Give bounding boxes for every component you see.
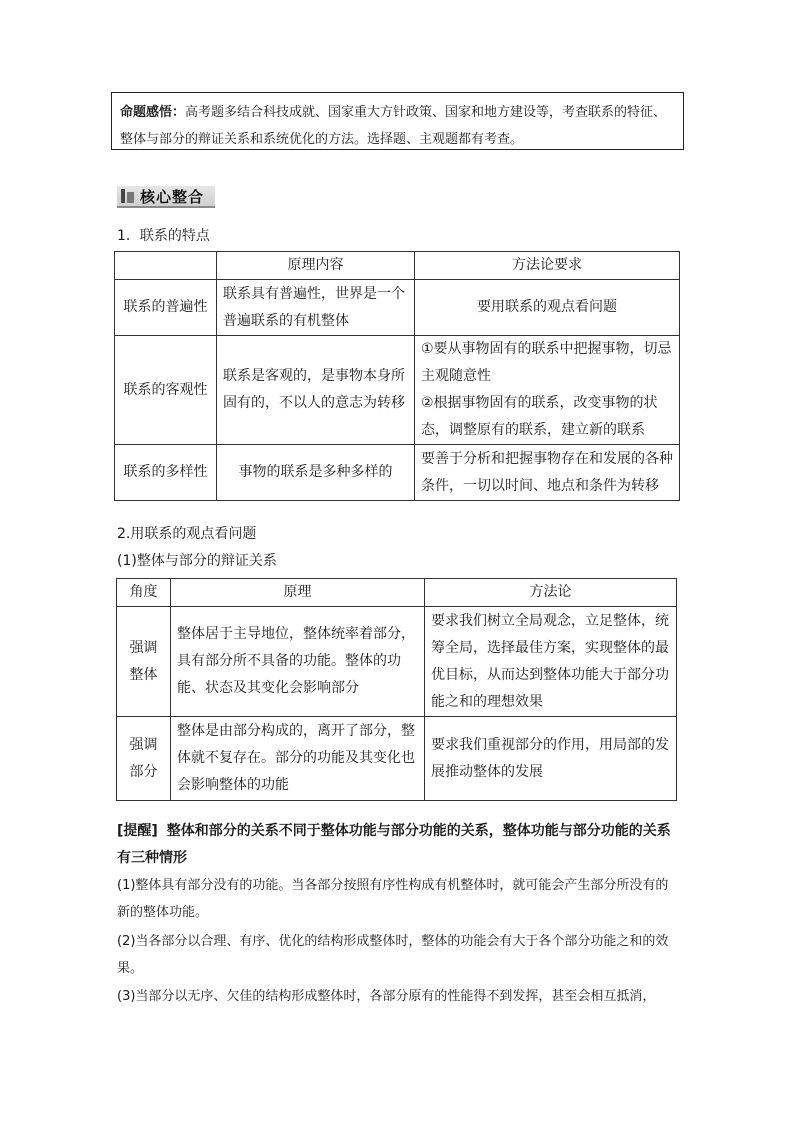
heading-1: 1．联系的特点 <box>117 228 210 244</box>
principle-cell: 整体是由部分构成的，离开了部分，整体就不复存在。部分的功能及其变化也会影响整体的功能 <box>171 717 425 801</box>
method-cell: 要用联系的观点看问题 <box>415 280 680 336</box>
table-header-cell: 方法论要求 <box>415 252 680 280</box>
principle-cell: 联系具有普遍性，世界是一个普遍联系的有机整体 <box>217 280 415 336</box>
intro-box <box>111 92 684 150</box>
heading-2-sub: (1)整体与部分的辩证关系 <box>117 553 277 569</box>
method-cell: ①要从事物固有的联系中把握事物，切忌主观随意性 ②根据事物固有的联系，改变事物的状态，调整原有的联系，建立新的联系 <box>415 336 680 445</box>
section-badge <box>117 186 215 208</box>
section-marker-icon <box>121 189 134 203</box>
table-header-cell: 原理 <box>171 579 425 607</box>
connection-features-table <box>114 251 680 501</box>
intro-label: 命题感悟： <box>120 105 186 120</box>
row-label: 联系的客观性 <box>115 336 217 445</box>
row-label: 强调部分 <box>117 717 171 801</box>
section-title: 核心整合 <box>140 187 205 206</box>
case-paragraph: (2)当各部分以合理、有序、优化的结构形成整体时，整体的功能会有大于各个部分功能之和的效果。 <box>117 934 669 976</box>
table-row <box>115 280 680 336</box>
table-header-cell: 原理内容 <box>217 252 415 280</box>
case-paragraph: (3)当部分以无序、欠佳的结构形成整体时，各部分原有的性能得不到发挥，甚至会相互抵消， <box>117 989 656 1004</box>
tip-text: 整体和部分的关系不同于整体功能与部分功能的关系，整体功能与部分功能的关系有三种情形 <box>117 823 671 866</box>
intro-text: 高考题多结合科技成就、国家重大方针政策、国家和地方建设等，考查联系的特征、整体与部分的辩证关系和系统优化的方法。选择题、主观题都有考查。 <box>120 105 667 147</box>
method-cell: 要求我们树立全局观念，立足整体，统筹全局，选择最佳方案，实现整体的最优目标，从而达到整体功能大于部分功能之和的理想效果 <box>425 607 677 717</box>
table-header-row <box>117 579 677 607</box>
case-paragraph: (1)整体具有部分没有的功能。当各部分按照有序性构成有机整体时，就可能会产生部分所没有的新的整体功能。 <box>117 878 669 920</box>
table-header-cell: 角度 <box>117 579 171 607</box>
principle-cell: 整体居于主导地位，整体统率着部分，具有部分所不具备的功能。整体的功能、状态及其变化会影响部分 <box>171 607 425 717</box>
table-row <box>117 607 677 717</box>
table-header-cell <box>115 252 217 280</box>
table-row <box>115 336 680 445</box>
row-label: 强调整体 <box>117 607 171 717</box>
method-cell: 要善于分析和把握事物存在和发展的各种条件，一切以时间、地点和条件为转移 <box>415 445 680 501</box>
principle-cell: 事物的联系是多种多样的 <box>217 445 415 501</box>
table-row <box>117 717 677 801</box>
whole-part-table <box>116 578 677 801</box>
principle-cell: 联系是客观的，是事物本身所固有的，不以人的意志为转移 <box>217 336 415 445</box>
table-row <box>115 445 680 501</box>
method-cell: 要求我们重视部分的作用，用局部的发展推动整体的发展 <box>425 717 677 801</box>
table-header-cell: 方法论 <box>425 579 677 607</box>
row-label: 联系的普遍性 <box>115 280 217 336</box>
tip-paragraph <box>117 818 680 872</box>
row-label: 联系的多样性 <box>115 445 217 501</box>
heading-2: 2.用联系的观点看问题 <box>117 526 257 542</box>
tip-label: [提醒] <box>117 823 158 839</box>
table-header-row <box>115 252 680 280</box>
